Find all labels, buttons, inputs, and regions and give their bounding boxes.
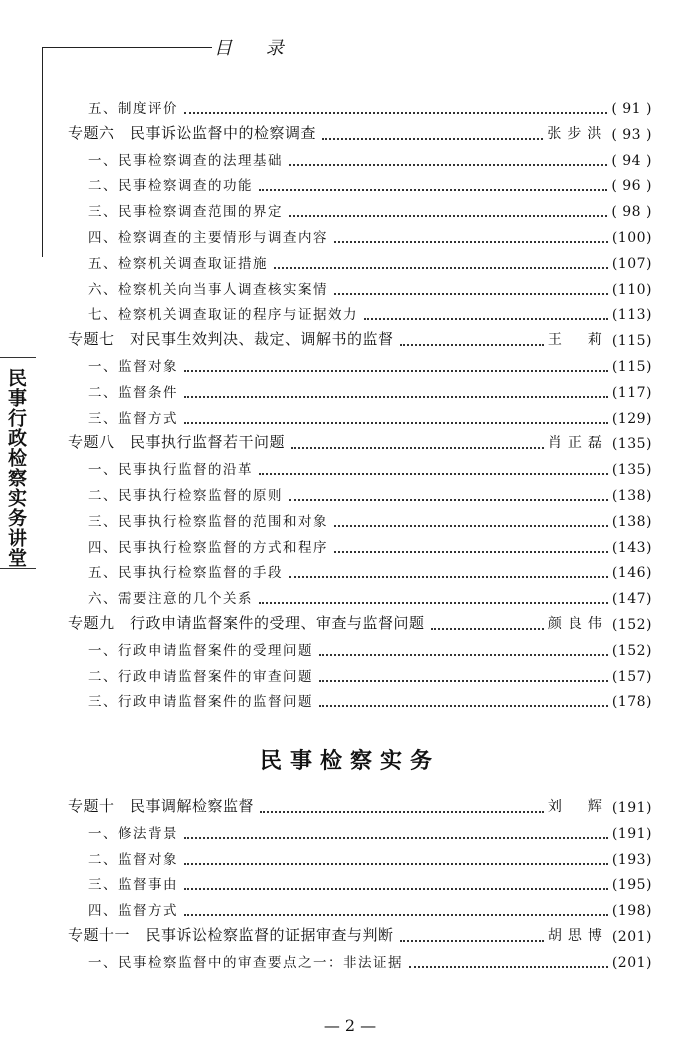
- toc-item-row: [88, 456, 652, 478]
- dot-leader: [334, 279, 608, 295]
- toc-item-row: [88, 379, 652, 401]
- toc-entry-title: 五、检察机关调查取证措施: [88, 255, 268, 272]
- toc-entry-page: (178): [611, 694, 652, 711]
- toc-entry-page: (201): [611, 954, 652, 971]
- toc-entry-page: ( 94 ): [611, 152, 652, 169]
- toc-entry-author: 肖正磊: [547, 435, 608, 452]
- toc-item-row: [88, 820, 652, 842]
- toc-entry-title: 专题八 民事执行监督若干问题: [68, 433, 286, 452]
- toc-entry-author: 王 莉: [547, 332, 608, 349]
- dot-leader: [184, 408, 608, 424]
- toc-chapter-row: [68, 121, 652, 143]
- toc-item-row: [88, 508, 652, 530]
- toc-entry-author: 张步洪: [547, 125, 608, 142]
- toc-item-row: [88, 637, 652, 659]
- toc-entry-page: (110): [611, 281, 652, 298]
- toc-entry-page: (138): [611, 488, 652, 504]
- sidebar-book-title: 民事行政检察实务讲堂: [5, 368, 27, 568]
- toc-item-row: [88, 224, 652, 246]
- toc-item-row: [88, 353, 652, 375]
- toc-entry-page: (115): [611, 333, 652, 350]
- toc-item-row: [88, 949, 652, 971]
- toc-item-row: [88, 172, 652, 194]
- toc-entry-title: 一、行政申请监督案件的受理问题: [88, 642, 313, 659]
- toc-entry-page: (107): [611, 255, 652, 272]
- dot-leader: [184, 849, 608, 865]
- toc-item-row: [88, 897, 652, 919]
- header-left-bar: [42, 47, 43, 257]
- toc-entry-title: 专题九 行政申请监督案件的受理、审查与监督问题: [68, 614, 425, 632]
- toc-item-row: [88, 846, 652, 868]
- toc-entry-title: 三、监督事由: [88, 877, 178, 894]
- dot-leader: [289, 485, 608, 501]
- toc-entry-title: 七、检察机关调查取证的程序与证据效力: [88, 307, 358, 324]
- toc-entry-title: 二、民事执行检察监督的原则: [88, 488, 283, 504]
- toc-item-row: [88, 276, 652, 298]
- toc-item-row: [88, 482, 652, 504]
- dot-leader: [409, 952, 608, 968]
- dot-leader: [334, 227, 608, 243]
- toc-entry-title: 三、监督方式: [88, 410, 178, 427]
- toc-entry-page: (135): [611, 462, 652, 479]
- toc-entry-page: ( 98 ): [611, 204, 652, 221]
- toc-item-row: [88, 559, 652, 581]
- dot-leader: [259, 459, 608, 475]
- toc-item-row: [88, 534, 652, 556]
- toc-entry-title: 一、民事执行监督的沿革: [88, 462, 253, 479]
- toc-entry-title: 专题十 民事调解检察监督: [68, 797, 255, 815]
- toc-entry-title: 专题七 对民事生效判决、裁定、调解书的监督: [68, 330, 394, 349]
- toc-entry-page: (135): [611, 436, 652, 453]
- dot-leader: [334, 511, 608, 527]
- toc-entry-page: (152): [611, 617, 652, 633]
- toc-chapter-row: [68, 327, 652, 349]
- page-header-title: 目 录: [214, 38, 298, 59]
- toc-entry-page: (100): [611, 230, 652, 246]
- dot-leader: [184, 382, 608, 398]
- dot-leader: [289, 562, 608, 578]
- toc-entry-title: 五、民事执行检察监督的手段: [88, 565, 283, 582]
- page-number: — 2 —: [323, 1016, 377, 1035]
- dot-leader: [289, 150, 607, 166]
- toc-item-row: [88, 663, 652, 685]
- toc-entry-page: (113): [611, 307, 652, 324]
- dot-leader: [184, 356, 608, 372]
- toc-entry-page: (147): [611, 591, 652, 608]
- toc-chapter-row: [68, 430, 652, 452]
- toc-item-row: [88, 301, 652, 323]
- toc-entry-title: 四、监督方式: [88, 903, 178, 920]
- toc-entry-title: 一、修法背景: [88, 825, 178, 842]
- toc-entry-page: (198): [611, 903, 652, 920]
- dot-leader: [334, 537, 608, 553]
- toc-entry-page: (129): [611, 410, 652, 427]
- toc-item-row: [88, 688, 652, 710]
- dot-leader: [291, 433, 544, 449]
- toc-entry-page: (115): [611, 359, 652, 375]
- toc-item-row: [88, 585, 652, 607]
- toc-chapter-row: [68, 794, 652, 816]
- toc-entry-title: 二、民事检察调查的功能: [88, 178, 253, 195]
- toc-entry-page: (146): [611, 565, 652, 582]
- toc-entry-page: (117): [611, 384, 652, 401]
- toc-entry-author: 颜良伟: [547, 616, 608, 632]
- dot-leader: [259, 588, 608, 604]
- toc-entry-title: 一、监督对象: [88, 359, 178, 375]
- toc-entry-title: 专题六 民事诉讼监督中的检察调查: [68, 123, 317, 142]
- toc-item-row: [88, 198, 652, 220]
- toc-entry-title: 四、检察调查的主要情形与调查内容: [88, 230, 328, 246]
- toc-chapter-row: [68, 923, 652, 945]
- toc-entry-title: 四、民事执行检察监督的方式和程序: [88, 539, 328, 556]
- toc-entry-title: 专题十一 民事诉讼检察监督的证据审查与判断: [68, 926, 394, 944]
- toc-entry-page: (138): [611, 513, 652, 530]
- toc-entry-title: 三、民事执行检察监督的范围和对象: [88, 513, 328, 530]
- toc-entry-page: (193): [611, 851, 652, 868]
- toc-entry-page: (157): [611, 668, 652, 685]
- dot-leader: [259, 175, 607, 191]
- toc-entry-title: 一、民事检察监督中的审查要点之一：非法证据: [88, 954, 403, 971]
- dot-leader: [319, 691, 608, 707]
- toc-entry-title: 二、行政申请监督案件的审查问题: [88, 668, 313, 685]
- toc-entry-page: (191): [611, 800, 652, 816]
- toc-entry-page: (201): [611, 929, 652, 945]
- dot-leader: [319, 640, 608, 656]
- dot-leader: [184, 823, 608, 839]
- dot-leader: [260, 797, 544, 813]
- toc-item-row: [88, 95, 652, 117]
- toc-item-row: [88, 405, 652, 427]
- toc-entry-page: (152): [611, 642, 652, 659]
- toc-entry-title: 二、监督条件: [88, 384, 178, 401]
- dot-leader: [184, 874, 608, 890]
- toc-entry-page: ( 96 ): [611, 178, 652, 195]
- toc-entry-title: 二、监督对象: [88, 851, 178, 868]
- dot-leader: [364, 304, 608, 320]
- dot-leader: [319, 666, 608, 682]
- toc-entry-author: 胡思博: [547, 928, 608, 944]
- dot-leader: [400, 926, 544, 942]
- toc-item-row: [88, 147, 652, 169]
- toc-item-row: [88, 871, 652, 893]
- toc-entry-title: 六、检察机关向当事人调查核实案情: [88, 281, 328, 298]
- dot-leader: [184, 900, 608, 916]
- dot-leader: [322, 124, 543, 140]
- toc-entry-page: (191): [611, 825, 652, 842]
- toc-entry-page: ( 91 ): [611, 101, 652, 117]
- dot-leader: [289, 201, 607, 217]
- toc-entry-title: 一、民事检察调查的法理基础: [88, 152, 283, 169]
- toc-entry-author: 刘 辉: [547, 799, 608, 815]
- toc-entry-page: (143): [611, 539, 652, 556]
- section-heading: 民事检察实务: [259, 748, 440, 774]
- dot-leader: [184, 98, 607, 114]
- toc-entry-title: 六、需要注意的几个关系: [88, 591, 253, 608]
- toc-entry-title: 五、制度评价: [88, 101, 178, 117]
- dot-leader: [431, 614, 544, 630]
- toc-entry-title: 三、民事检察调查范围的界定: [88, 204, 283, 221]
- toc-item-row: [88, 250, 652, 272]
- toc-entry-page: (195): [611, 877, 652, 894]
- toc-entry-title: 三、行政申请监督案件的监督问题: [88, 694, 313, 711]
- dot-leader: [274, 253, 608, 269]
- dot-leader: [400, 330, 544, 346]
- toc-entry-page: ( 93 ): [611, 126, 652, 143]
- header-rule: [42, 47, 212, 48]
- toc-chapter-row: [68, 611, 652, 633]
